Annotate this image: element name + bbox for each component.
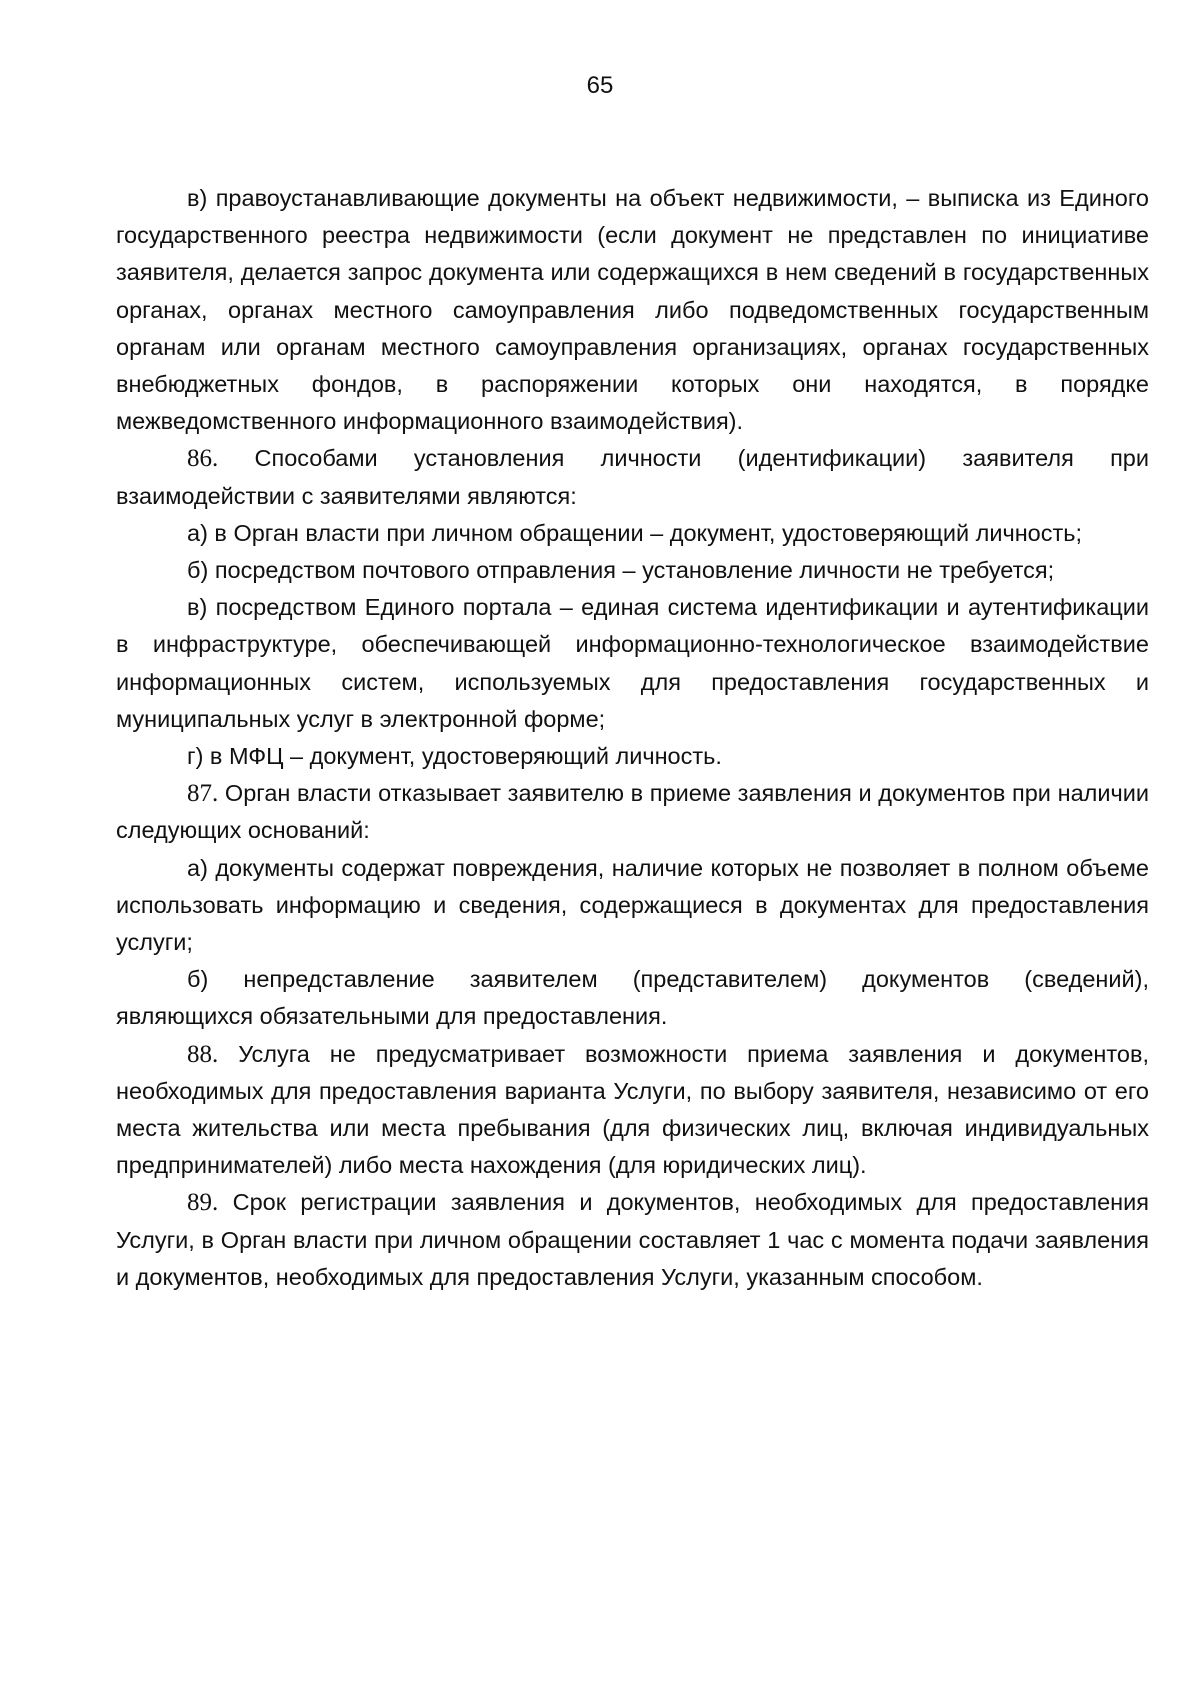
paragraph-text: б) посредством почтового отправления – установление личности не требуется;	[187, 557, 1055, 584]
paragraph-87	[116, 775, 1149, 849]
paragraph-text: в) посредством Единого портала – единая система идентификации и аутентификации в инфраструктуре, обеспечивающей информационно-технологическое взаимодействие информационных систем, используемых для предоставления государственных и муниципальных услуг в электронной форме;	[116, 594, 1149, 732]
paragraph-item-g-mfc	[116, 738, 1149, 775]
paragraph-number: 86.	[187, 445, 219, 473]
paragraph-text: Срок регистрации заявления и документов, необходимых для предоставления Услуги, в Орган власти при личном обращении составляет 1 час с момента подачи заявления и документов, необходимых для предоставления Услуги, указанным способом.	[116, 1189, 1150, 1290]
paragraph-item-b-mail	[116, 552, 1149, 589]
paragraph-item-a-personal	[116, 515, 1149, 552]
paragraph-item-v-portal	[116, 589, 1149, 738]
paragraph-89	[116, 1184, 1149, 1296]
paragraph-number: 88.	[187, 1040, 219, 1068]
paragraph-number: 89.	[187, 1189, 219, 1217]
paragraph-text: б) непредставление заявителем (представителем) документов (сведений), являющихся обязательными для предоставления.	[116, 966, 1149, 1030]
paragraph-number: 87.	[187, 780, 219, 808]
paragraph-text: а) в Орган власти при личном обращении – документ, удостоверяющий личность;	[187, 519, 1083, 546]
paragraph-text: а) документы содержат повреждения, наличие которых не позволяет в полном объеме использовать информацию и сведения, содержащиеся в документах для предоставления услуги;	[116, 854, 1149, 956]
paragraph-item-b-missing	[116, 961, 1149, 1035]
paragraph-88	[116, 1036, 1149, 1185]
paragraph-item-a-damage	[116, 850, 1149, 962]
paragraph-item-v-title-documents	[116, 180, 1149, 440]
paragraph-text: г) в МФЦ – документ, удостоверяющий личность.	[187, 743, 722, 770]
page-number: 65	[586, 72, 614, 99]
paragraph-86	[116, 440, 1149, 514]
paragraph-text: Услуга не предусматривает возможности приема заявления и документов, необходимых для предоставления варианта Услуги, по выбору заявителя, независимо от его места жительства или места пребывания (для физических лиц, включая индивидуальных предпринимателей) либо места нахождения (для юридических лиц).	[116, 1040, 1149, 1179]
paragraph-text: Способами установления личности (идентификации) заявителя при взаимодействии с заявителями являются:	[116, 445, 1150, 509]
paragraph-text: в) правоустанавливающие документы на объект недвижимости, – выписка из Единого государственного реестра недвижимости (если документ не представлен по инициативе заявителя, делается запрос документа или содержащихся в нем сведений в государственных органах, органах местного самоуправления либо подведомственных государственным органам или органам местного самоуправления организациях, органах государственных внебюджетных фондов, в распоряжении которых они находятся, в порядке межведомственного информационного взаимодействия).	[116, 185, 1149, 435]
paragraph-text: Орган власти отказывает заявителю в приеме заявления и документов при наличии следующих оснований:	[116, 780, 1149, 844]
document-body	[116, 180, 1149, 1296]
